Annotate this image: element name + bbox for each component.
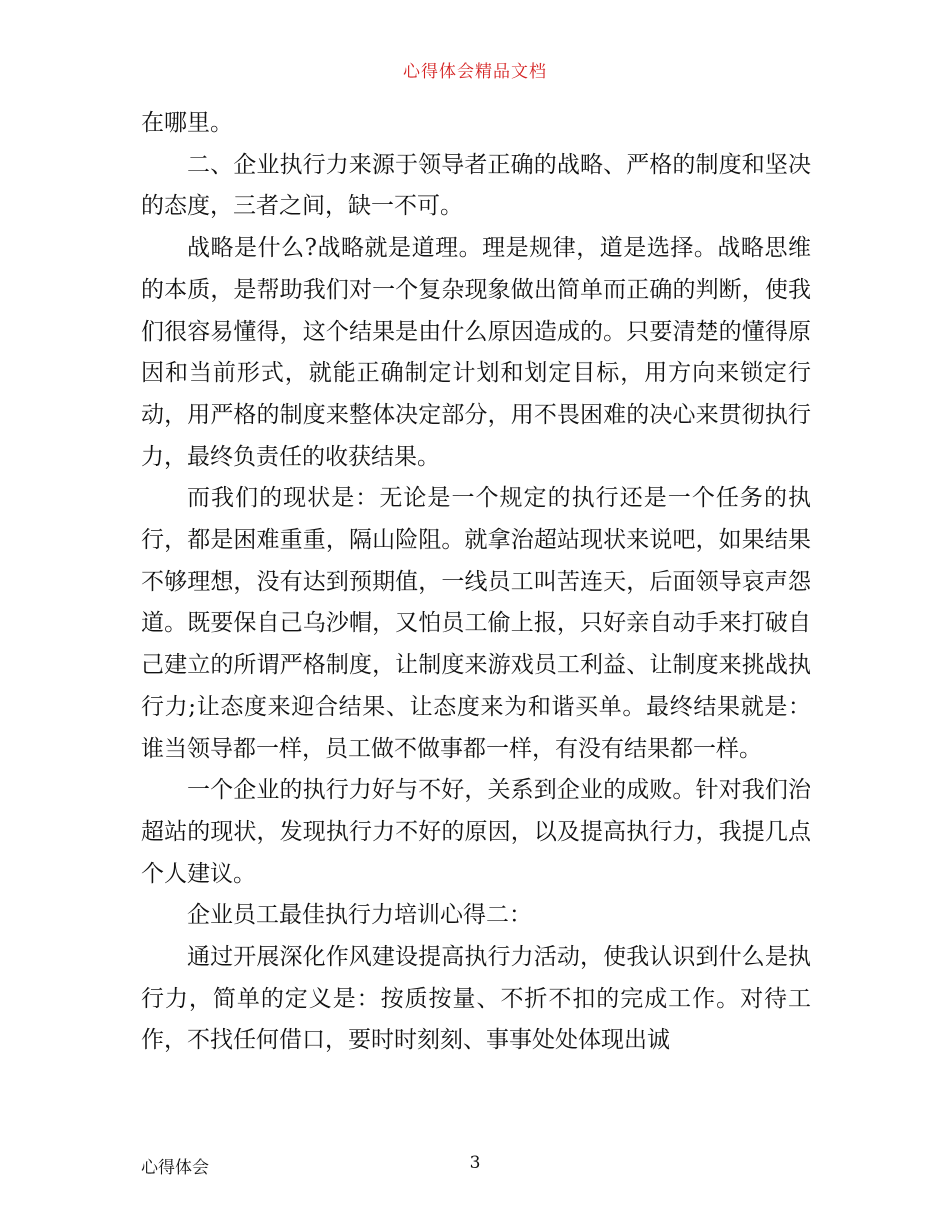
paragraph: 而我们的现状是：无论是一个规定的执行还是一个任务的执行，都是困难重重，隔山险阻。就拿治超站现状来说吧，如果结果不够理想，没有达到预期值，一线员工叫苦连天，后面领导哀声怨道。既要保自己乌沙帽，又怕员工偷上报，只好亲自动手来打破自己建立的所谓严格制度，让制度来游戏员工利益、让制度来挑战执行力;让态度来迎合结果、让态度来为和谐买单。最终结果就是：谁当领导都一样，员工做不做事都一样，有没有结果都一样。 xyxy=(141,485,811,762)
document-header-title: 心得体会精品文档 xyxy=(403,62,547,82)
paragraph: 通过开展深化作风建设提高执行力活动，使我认识到什么是执行力，简单的定义是：按质按量、不折不扣的完成工作。对待工作，不找任何借口，要时时刻刻、事事处处体现出诚 xyxy=(141,944,811,1054)
section-heading: 企业员工最佳执行力培训心得二： xyxy=(187,902,532,929)
document-body xyxy=(141,103,811,1062)
paragraph-continuation: 在哪里。 xyxy=(141,110,233,136)
paragraph: 二、企业执行力来源于领导者正确的战略、严格的制度和坚决的态度，三者之间，缺一不可。 xyxy=(141,151,811,220)
footer-label: 心得体会 xyxy=(141,1158,209,1178)
paragraph: 战略是什么?战略就是道理。理是规律，道是选择。战略思维的本质，是帮助我们对一个复杂现象做出简单而正确的判断，使我们很容易懂得，这个结果是由什么原因造成的。只要清楚的懂得原因和当前形式，就能正确制定计划和划定目标，用方向来锁定行动，用严格的制度来整体决定部分，用不畏困难的决心来贯彻执行力，最终负责任的收获结果。 xyxy=(141,235,811,470)
page-number: 3 xyxy=(469,1153,481,1173)
paragraph: 一个企业的执行力好与不好，关系到企业的成败。针对我们治超站的现状，发现执行力不好的原因，以及提高执行力，我提几点个人建议。 xyxy=(141,777,811,887)
